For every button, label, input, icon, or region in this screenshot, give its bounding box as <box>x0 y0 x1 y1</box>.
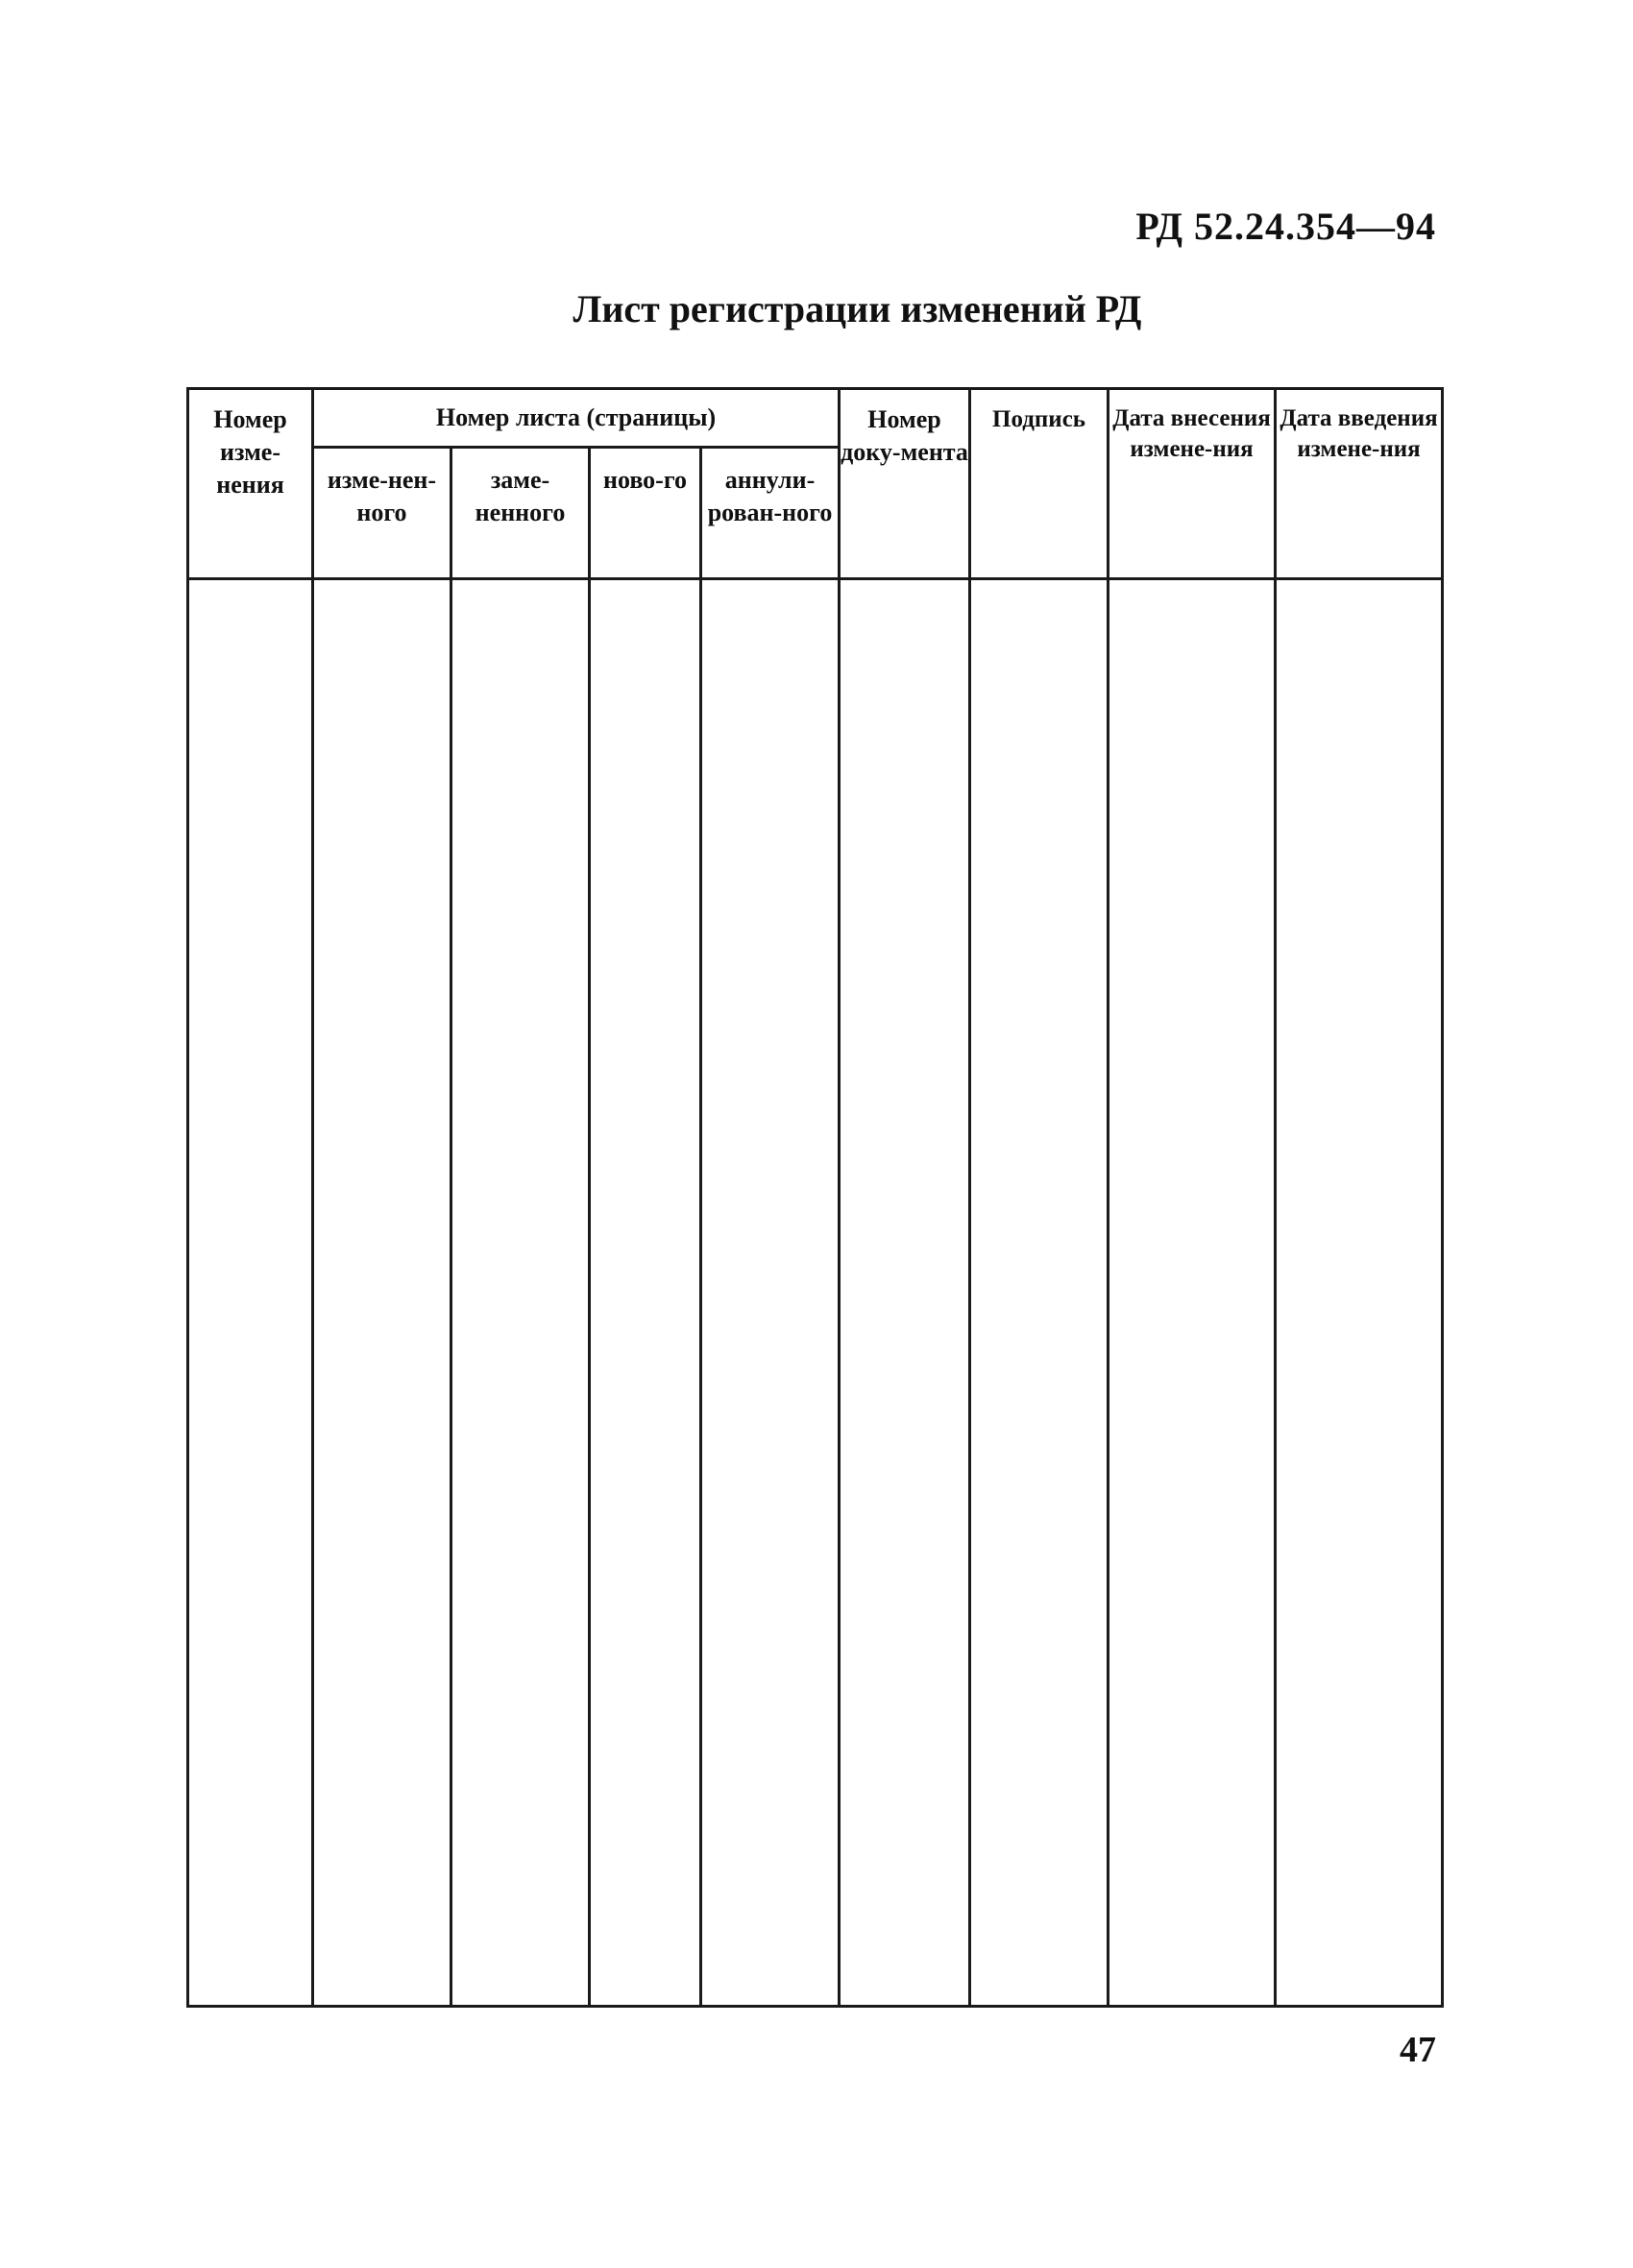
cell-new <box>590 579 701 2007</box>
table-header-row <box>188 389 1443 448</box>
cell-changed <box>313 579 451 2007</box>
cell-date-effective <box>1276 579 1443 2007</box>
header-sheet-number-group: Номер листа (страницы) <box>313 389 840 448</box>
header-change-number: Номер изме-нения <box>188 389 313 579</box>
cell-document-number <box>840 579 970 2007</box>
change-registration-table <box>186 387 1444 2008</box>
header-signature: Подпись <box>970 389 1109 579</box>
document-code: РД 52.24.354—94 <box>1135 205 1436 248</box>
table-row <box>188 579 1443 2007</box>
cell-date-entry <box>1109 579 1276 2007</box>
subheader-cancelled: аннули-рован-ного <box>701 448 840 579</box>
cell-cancelled <box>701 579 840 2007</box>
cell-replaced <box>451 579 590 2007</box>
subheader-replaced: заме-ненного <box>451 448 590 579</box>
page-number: 47 <box>1400 2030 1436 2070</box>
subheader-changed: изме-нен-ного <box>313 448 451 579</box>
subheader-new: ново-го <box>590 448 701 579</box>
header-document-number: Номер доку-мента <box>840 389 970 579</box>
header-date-entry: Дата внесения измене-ния <box>1109 389 1276 579</box>
header-date-effective: Дата введения измене-ния <box>1276 389 1443 579</box>
page-title: Лист регистрации изменений РД <box>573 287 1142 330</box>
cell-signature <box>970 579 1109 2007</box>
cell-change-number <box>188 579 313 2007</box>
